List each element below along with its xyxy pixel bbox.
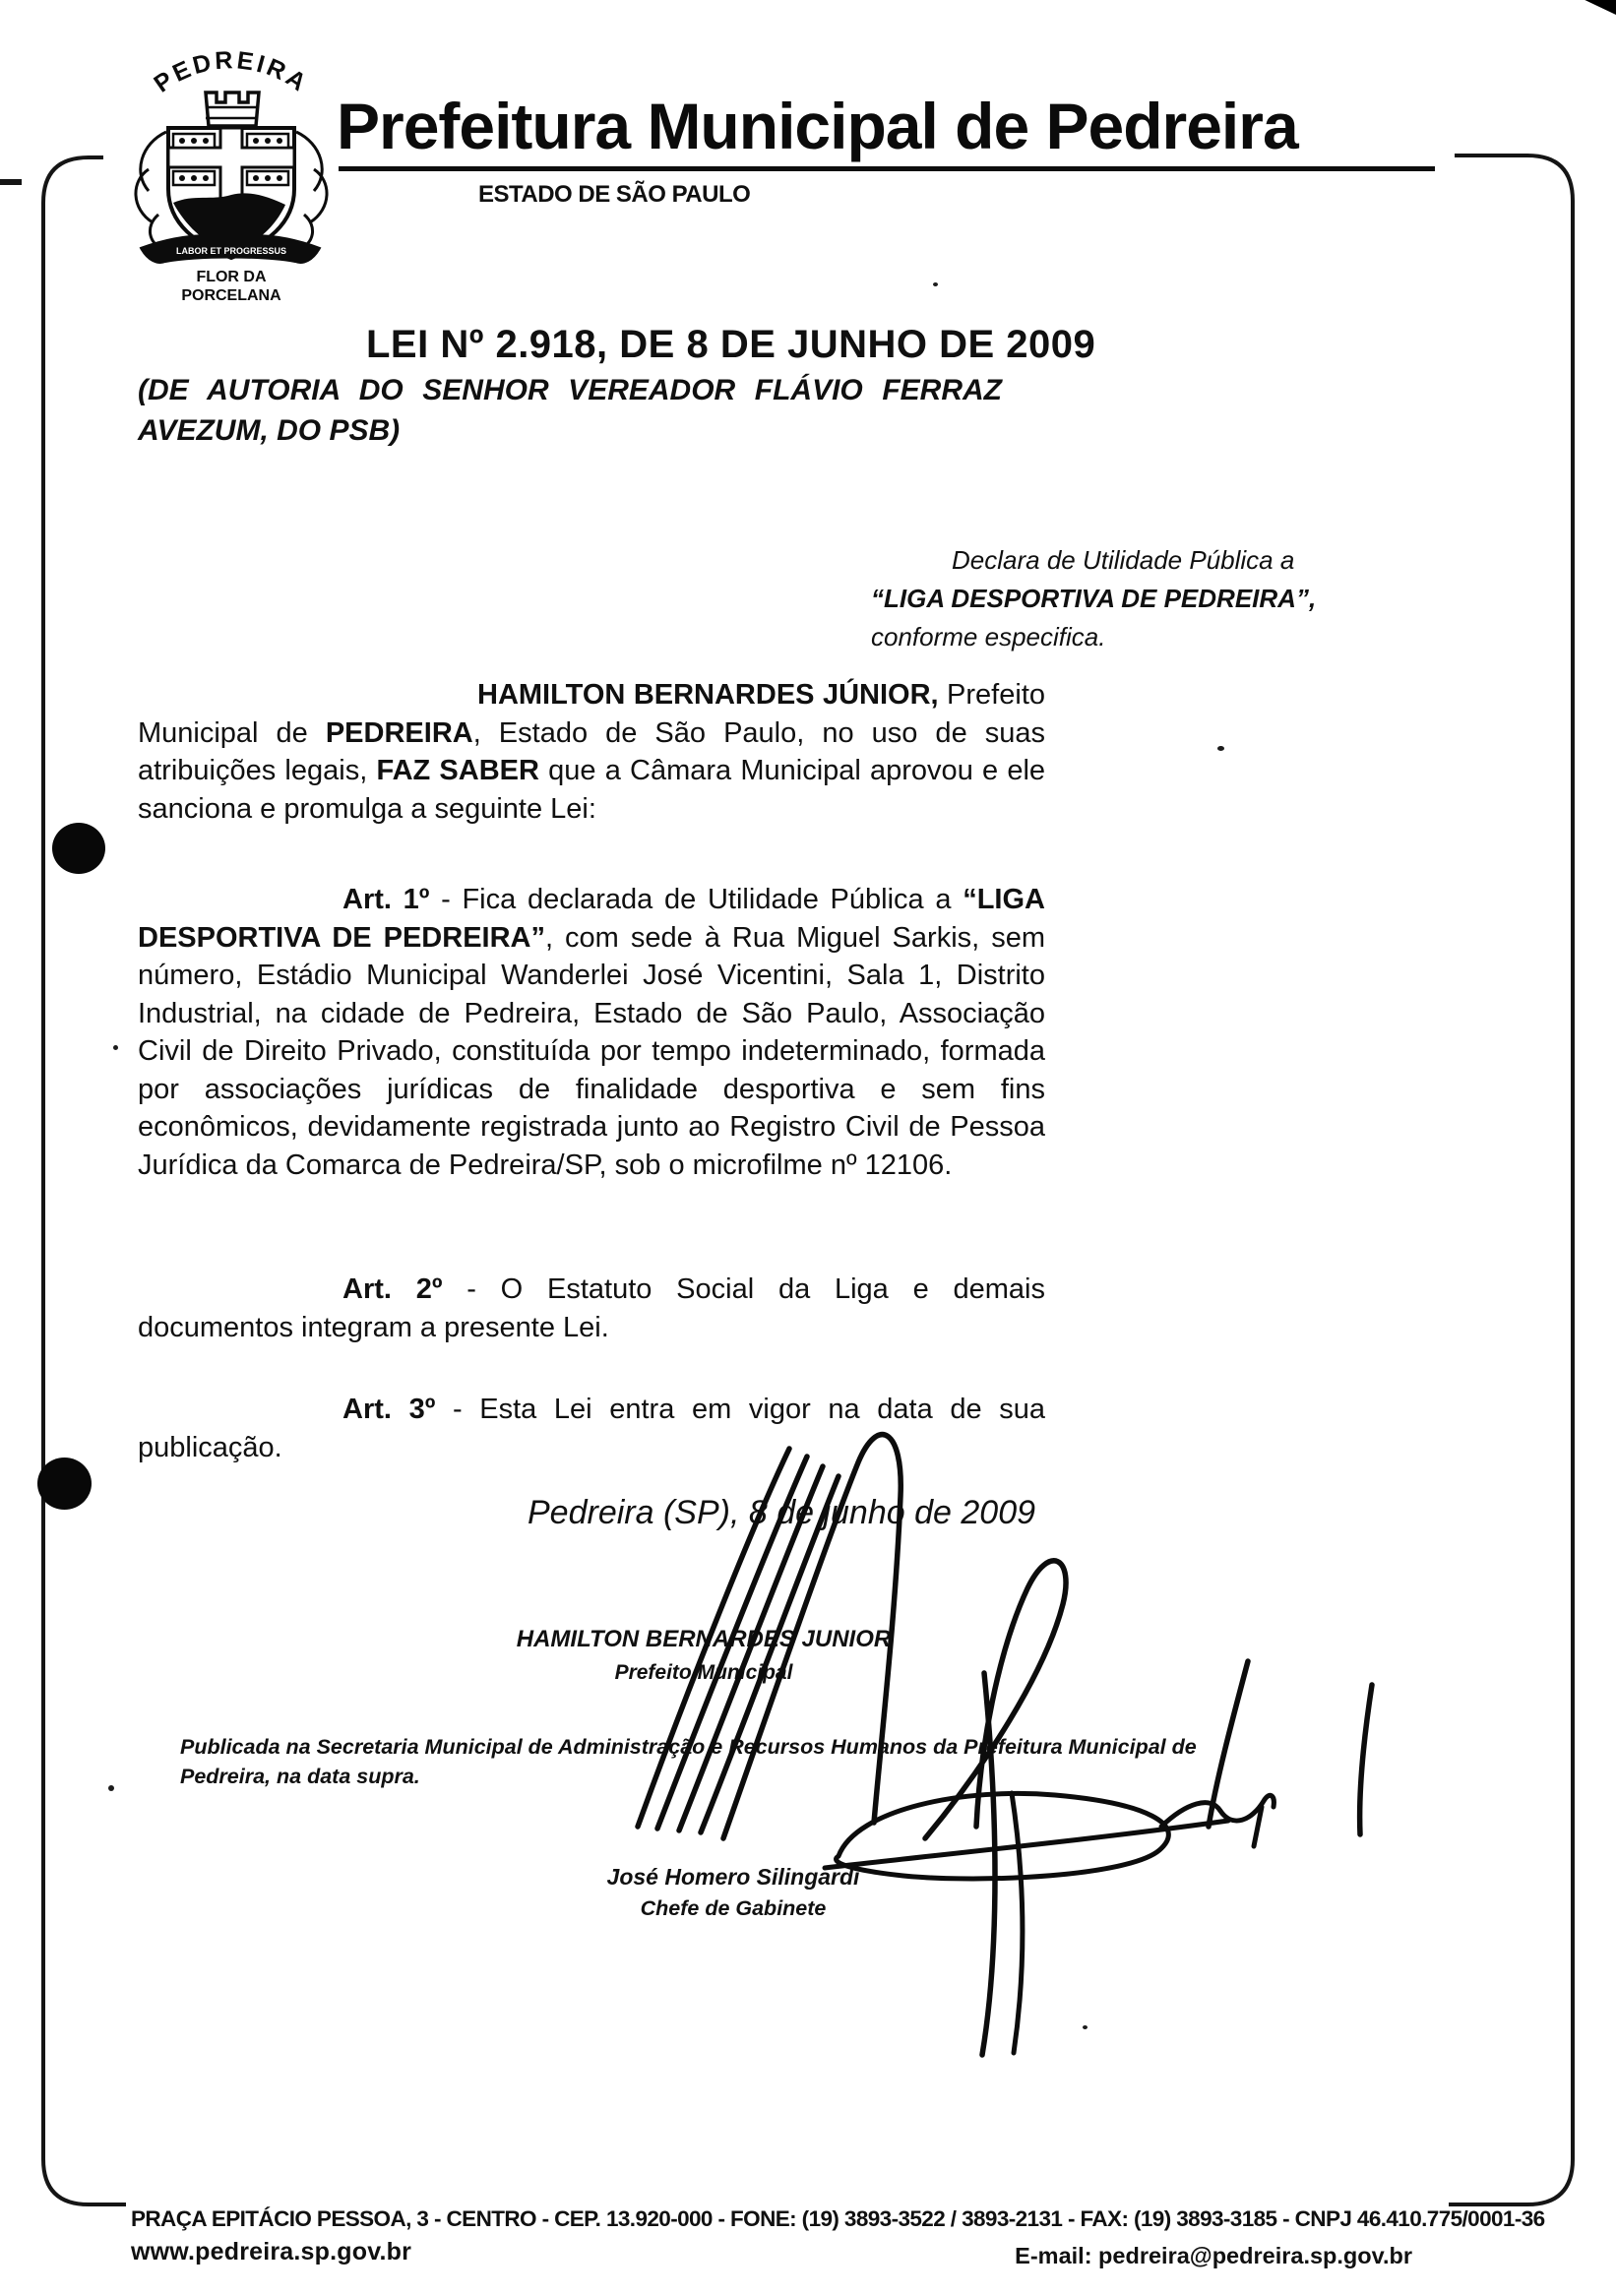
footer-website: www.pedreira.sp.gov.br <box>131 2238 412 2265</box>
header-title-underline <box>339 166 1435 171</box>
mayor-name: HAMILTON BERNARDES JUNIOR <box>516 1626 892 1652</box>
footer-address-line: PRAÇA EPITÁCIO PESSOA, 3 - CENTRO - CEP. 13.920-000 - FONE: (19) 3893-3522 / 3893-2131 - FAX: (19) 3893-3185 - CNPJ 46.410.775/0001-36 <box>131 2206 1545 2231</box>
footer-email: E-mail: pedreira@pedreira.sp.gov.br <box>1015 2243 1412 2268</box>
frame-left-border <box>43 157 148 2204</box>
crest-motto: LABOR ET PROGRESSUS <box>175 246 287 256</box>
corner-fold-mark <box>1581 0 1616 15</box>
scan-speck <box>108 1785 114 1791</box>
law-authorship-line: (DE AUTORIA DO SENHOR VEREADOR FLÁVIO FERRAZ AVEZUM, DO PSB) <box>138 374 1002 447</box>
summary-line-1: Declara de Utilidade Pública a <box>952 545 1295 575</box>
mayor-signature-block <box>458 1626 950 1685</box>
law-number-title: LEI Nº 2.918, DE 8 DE JUNHO DE 2009 <box>366 323 1096 366</box>
hole-punch-top <box>52 823 105 874</box>
summary-line-2: “LIGA DESPORTIVA DE PEDREIRA”, <box>871 584 1317 613</box>
hole-punch-bottom <box>37 1458 92 1510</box>
preamble-paragraph: HAMILTON BERNARDES JÚNIOR, Prefeito Municipal de PEDREIRA, Estado de São Paulo, no uso de suas atribuições legais, FAZ SABER que a Câmara Municipal aprovou e ele sanciona e promulga a seguinte Lei: <box>138 679 1046 825</box>
law-summary-block <box>871 541 1316 656</box>
mayor-role: Prefeito Municipal <box>614 1661 793 1684</box>
summary-line-3: conforme especifica. <box>871 622 1106 652</box>
article-3-paragraph: Art. 3º - Esta Lei entra em vigor na data de sua publicação. <box>138 1394 1045 1463</box>
scan-speck <box>1083 2025 1088 2029</box>
frame-right-border <box>1449 155 1573 2204</box>
header-title: Prefeitura Municipal de Pedreira <box>337 90 1298 162</box>
place-date-line: Pedreira (SP), 8 de junho de 2009 <box>528 1494 1036 1531</box>
scan-speck <box>113 1045 118 1050</box>
coat-of-arms-drawing <box>103 45 359 307</box>
scan-speck <box>1217 746 1224 751</box>
publication-note: Publicada na Secretaria Municipal de Administração e Recursos Humanos da Prefeitura Municipal de Pedreira, na data supra. <box>180 1735 1197 1788</box>
scan-speck <box>933 282 938 286</box>
article-2-paragraph: Art. 2º - O Estatuto Social da Liga e demais documentos integram a presente Lei. <box>138 1273 1045 1343</box>
mural-crown-icon <box>206 93 259 126</box>
left-edge-scan-mark <box>0 179 22 185</box>
crest-slogan-line2: PORCELANA <box>181 287 281 304</box>
article-1-paragraph: Art. 1º - Fica declarada de Utilidade Pública a “LIGA DESPORTIVA DE PEDREIRA”, com sede à Rua Miguel Sarkis, sem número, Estádio Municipal Wanderlei José Vicentini, Sala 1, Distrito Industrial, na cidade de Pedreira, Estado de São Paulo, Associação Civil de Direito Privado, constituída por tempo indeterminado, formada por associações jurídicas de finalidade desportiva e sem fins econômicos, devidamente registrada junto ao Registro Civil de Pessoa Jurídica da Comarca de Pedreira/SP, sob o microfilme nº 12106. <box>138 884 1045 1181</box>
chief-of-staff-signature-block <box>502 1864 964 1921</box>
chief-of-staff-role: Chefe de Gabinete <box>640 1896 827 1920</box>
header-state-line: ESTADO DE SÃO PAULO <box>478 181 751 208</box>
coat-of-arms <box>103 45 359 307</box>
crest-slogan-line1: FLOR DA <box>196 269 267 285</box>
chief-signature-ink <box>825 1793 1274 2053</box>
chief-of-staff-name: José Homero Silingardi <box>606 1864 860 1890</box>
crest-city-name: PEDREIRA <box>149 46 314 98</box>
